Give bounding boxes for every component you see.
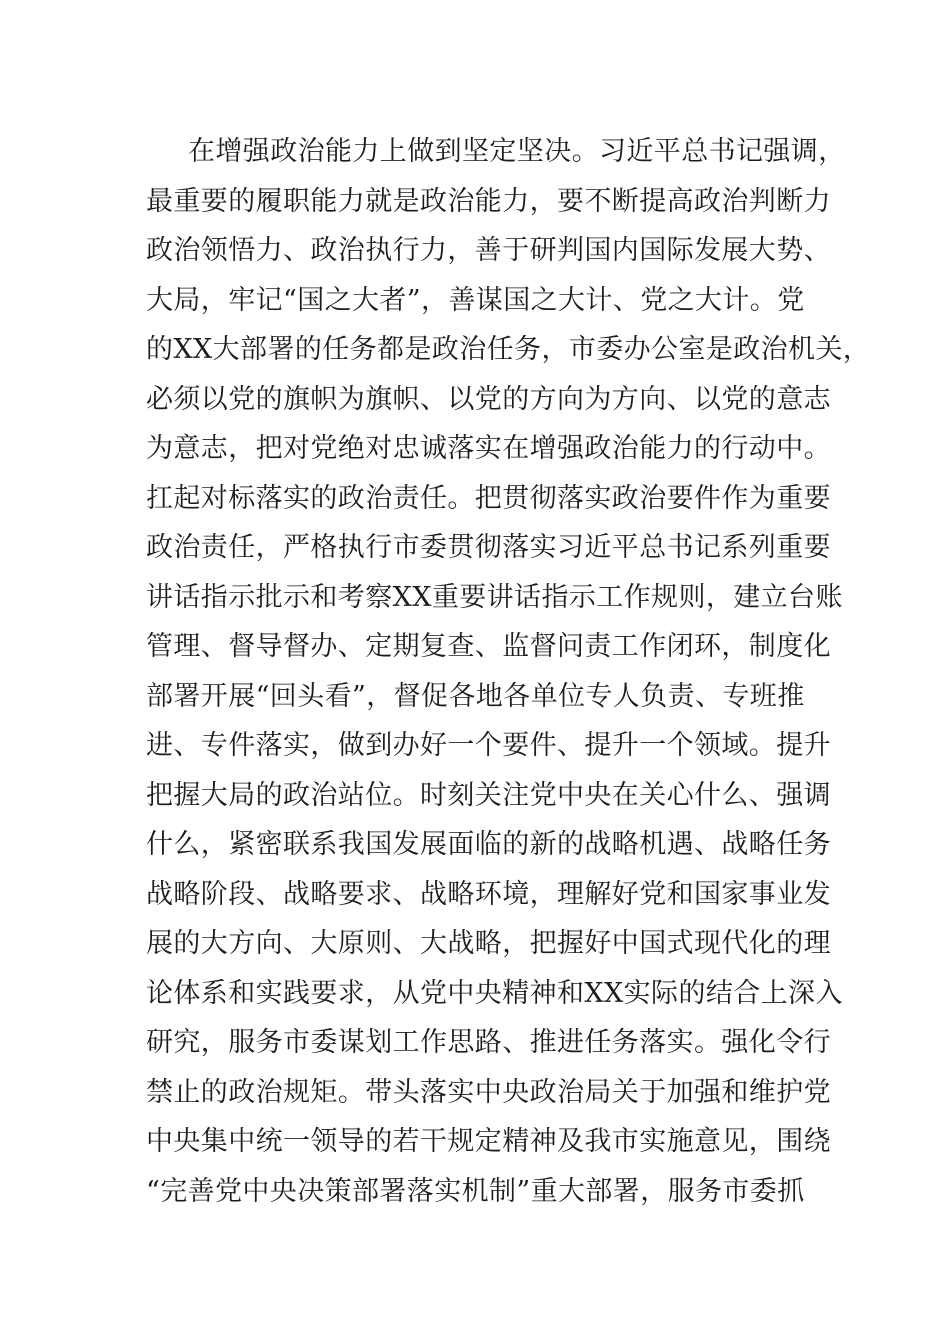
text-line: 中央集中统一领导的若干规定精神及我市实施意见，围绕 xyxy=(146,1126,831,1157)
text-line: 什么，紧密联系我国发展面临的新的战略机遇、战略任务 xyxy=(146,829,831,860)
text-line: 政治责任，严格执行市委贯彻落实习近平总书记系列重要 xyxy=(146,532,831,563)
text-line: 进、专件落实，做到办好一个要件、提升一个领域。提升 xyxy=(146,730,831,761)
text-line: 把握大局的政治站位。时刻关注党中央在关心什么、强调 xyxy=(146,779,831,811)
text-line: 展的大方向、大原则、大战略，把握好中国式现代化的理 xyxy=(146,928,831,959)
text-line: “完善党中央决策部署落实机制”重大部署，服务市委抓 xyxy=(146,1175,805,1207)
text-line: 扛起对标落实的政治责任。把贯彻落实政治要件作为重要 xyxy=(146,482,831,514)
text-line: 必须以党的旗帜为旗帜、以党的方向为方向、以党的意志 xyxy=(146,383,831,415)
body-paragraph xyxy=(146,127,871,1216)
text-line: 政治领悟力、政治执行力，善于研判国内国际发展大势、 xyxy=(146,235,831,266)
text-line: 在增强政治能力上做到坚定坚决。习近平总书记强调， xyxy=(188,136,846,167)
text-line: 论体系和实践要求，从党中央精神和XX实际的结合上深入 xyxy=(146,977,843,1009)
text-line: 战略阶段、战略要求、战略环境，理解好党和国家事业发 xyxy=(146,878,831,910)
text-line: 最重要的履职能力就是政治能力，要不断提高政治判断力 xyxy=(146,185,831,217)
text-line: 讲话指示批示和考察XX重要讲话指示工作规则，建立台账 xyxy=(146,581,843,613)
text-line: 管理、督导督办、定期复查、监督问责工作闭环，制度化 xyxy=(146,631,831,662)
text-line: 禁止的政治规矩。带头落实中央政治局关于加强和维护党 xyxy=(146,1076,831,1108)
text-line: 大局，牢记“国之大者”，善谋国之大计、党之大计。党 xyxy=(146,284,805,316)
text-line: 研究，服务市委谋划工作思路、推进任务落实。强化令行 xyxy=(146,1027,831,1058)
text-line: 部署开展“回头看”，督促各地各单位专人负责、专班推 xyxy=(146,680,805,712)
text-line: 的XX大部署的任务都是政治任务，市委办公室是政治机关， xyxy=(146,334,871,365)
text-line: 为意志，把对党绝对忠诚落实在增强政治能力的行动中。 xyxy=(146,433,831,464)
